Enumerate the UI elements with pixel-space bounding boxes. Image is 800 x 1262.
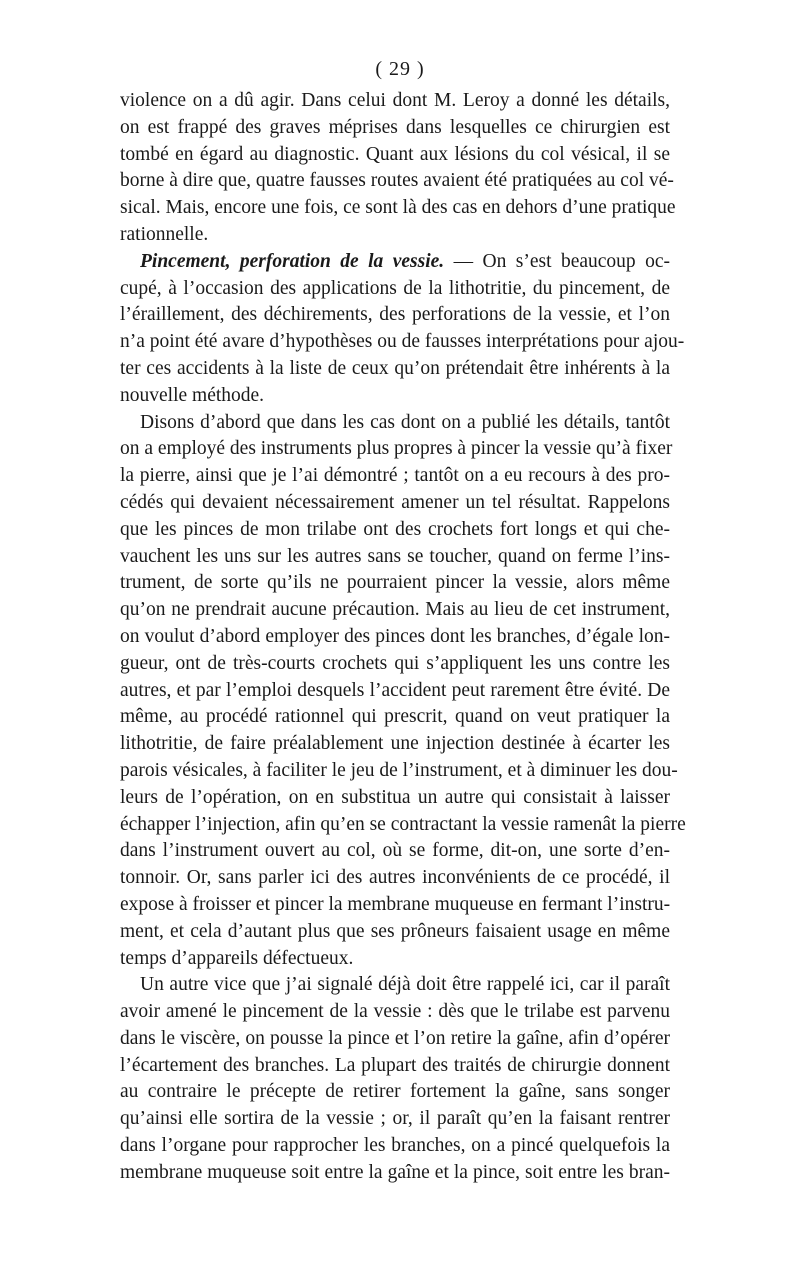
text-line: gueur, ont de très-courts crochets qui s’appliquent les uns contre les xyxy=(120,652,670,674)
text-line: borne à dire que, quatre fausses routes avaient été pratiquées au col vé- xyxy=(120,170,674,192)
text-line: dans l’instrument ouvert au col, où se forme, dit-on, une sorte d’en- xyxy=(120,840,670,862)
text-line: que les pinces de mon trilabe ont des crochets fort longs et qui che- xyxy=(120,518,670,540)
text-line: dans le viscère, on pousse la pince et l’on retire la gaîne, afin d’opérer xyxy=(120,1027,670,1049)
section-heading-line xyxy=(120,249,670,276)
text-line: qu’ainsi elle sortira de la vessie ; or, il paraît qu’en la faisant rentrer xyxy=(120,1108,670,1130)
text-line: parois vésicales, à faciliter le jeu de l’instrument, et à diminuer les dou- xyxy=(120,759,678,781)
text-line: l’écartement des branches. La plupart des traités de chirurgie donnent xyxy=(120,1054,670,1076)
text-line: échapper l’injection, afin qu’en se contractant la vessie ramenât la pierre xyxy=(120,813,686,835)
text-line: on a employé des instruments plus propres à pincer la vessie qu’à fixer xyxy=(120,438,673,460)
text-line: violence on a dû agir. Dans celui dont M. Leroy a donné les détails, xyxy=(120,90,670,111)
text-line: cédés qui devaient nécessairement amener un tel résultat. Rappelons xyxy=(120,491,670,513)
text-line: cupé, à l’occasion des applications de la lithotritie, du pincement, de xyxy=(120,277,670,299)
text-line: au contraire le précepte de retirer fortement la gaîne, sans songer xyxy=(120,1081,670,1103)
text-line: membrane muqueuse soit entre la gaîne et la pince, soit entre les bran- xyxy=(120,1161,670,1183)
text-line: — On s’est beaucoup oc- xyxy=(444,250,670,272)
body-text xyxy=(120,88,686,1187)
text-line: dans l’organe pour rapprocher les branches, on a pincé quelquefois la xyxy=(120,1135,670,1157)
text-line: qu’on ne prendrait aucune précaution. Mais au lieu de cet instrument, xyxy=(120,599,670,621)
text-line: on est frappé des graves méprises dans lesquelles ce chirurgien est xyxy=(120,116,670,138)
page-number: ( 29 ) xyxy=(375,58,425,80)
text-line: expose à froisser et pincer la membrane muqueuse en fermant l’instru- xyxy=(120,893,671,915)
text-line: vauchent les uns sur les autres sans se toucher, quand on ferme l’ins- xyxy=(120,545,670,567)
text-line: trument, de sorte qu’ils ne pourraient pincer la vessie, alors même xyxy=(120,572,670,594)
text-line: tonnoir. Or, sans parler ici des autres inconvénients de ce procédé, il xyxy=(120,867,670,889)
text-line: lithotritie, de faire préalablement une injection destinée à écarter les xyxy=(120,733,670,755)
text-line: avoir amené le pincement de la vessie : dès que le trilabe est parvenu xyxy=(120,1001,670,1023)
text-line: la pierre, ainsi que je l’ai démontré ; tantôt on a eu recours à des pro- xyxy=(120,465,670,487)
text-line: même, au procédé rationnel qui prescrit, quand on veut pratiquer la xyxy=(120,706,670,728)
section-heading: Pincement, perforation de la vessie. xyxy=(140,250,445,272)
text-line: l’éraillement, des déchirements, des perforations de la vessie, et l’on xyxy=(120,304,670,326)
text-line: autres, et par l’emploi desquels l’accident peut rarement être évité. De xyxy=(120,679,670,701)
text-line: tombé en égard au diagnostic. Quant aux lésions du col vésical, il se xyxy=(120,143,670,165)
text-line: sical. Mais, encore une fois, ce sont là des cas en dehors d’une pratique xyxy=(120,197,676,219)
text-line: ment, et cela d’autant plus que ses prôneurs faisaient usage en même xyxy=(120,920,670,942)
text-line: leurs de l’opération, on en substitua un autre qui consistait à laisser xyxy=(120,786,670,808)
text-line: temps d’appareils défectueux. xyxy=(120,947,354,969)
text-line: rationnelle. xyxy=(120,223,209,245)
text-line: nouvelle méthode. xyxy=(120,384,265,406)
text-line: n’a point été avare d’hypothèses ou de fausses interprétations pour ajou- xyxy=(120,331,685,353)
text-line: ter ces accidents à la liste de ceux qu’on prétendait être inhérents à la xyxy=(120,357,670,379)
text-line: Disons d’abord que dans les cas dont on a publié les détails, tantôt xyxy=(140,411,670,433)
text-line: Un autre vice que j’ai signalé déjà doit être rappelé ici, car il paraît xyxy=(140,974,670,996)
text-line: on voulut d’abord employer des pinces dont les branches, d’égale lon- xyxy=(120,625,670,647)
